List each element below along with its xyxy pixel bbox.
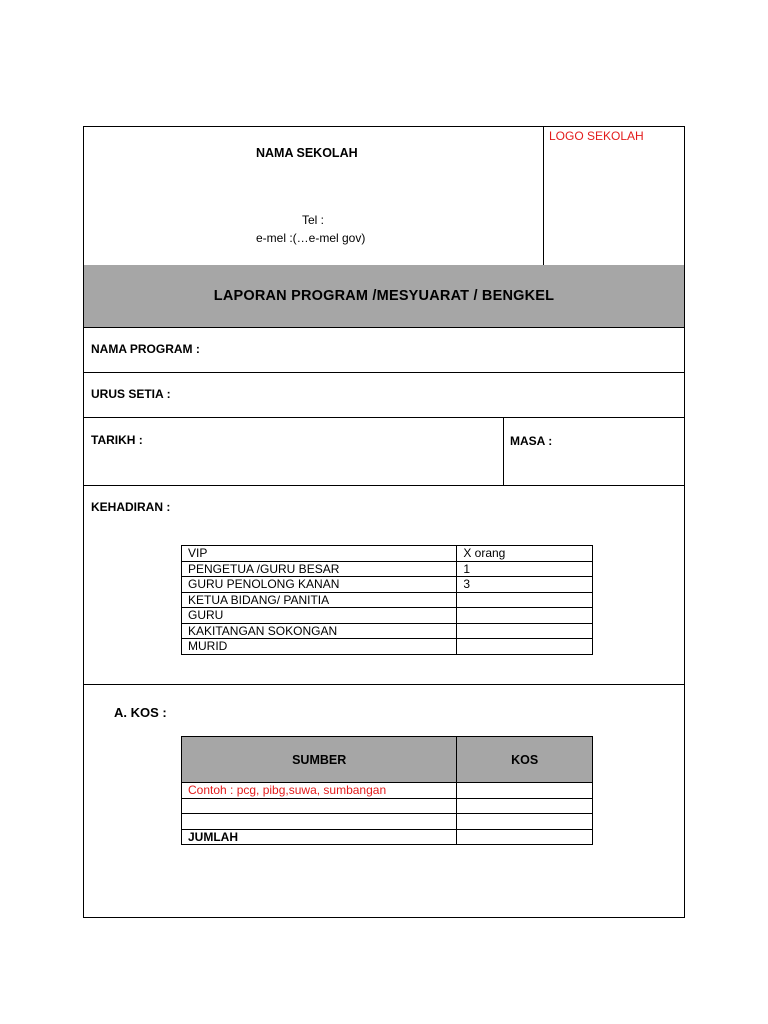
time-label: MASA :	[510, 434, 553, 448]
logo-placeholder: LOGO SEKOLAH	[549, 129, 644, 143]
cost-column-header: KOS	[457, 737, 593, 783]
source-column-header: SUMBER	[182, 737, 457, 783]
attendance-count	[457, 639, 593, 655]
date-label: TARIKH :	[91, 433, 143, 447]
attendance-category: MURID	[182, 639, 457, 655]
school-name: NAMA SEKOLAH	[256, 146, 358, 160]
attendance-count: 1	[457, 561, 593, 577]
attendance-count: 3	[457, 577, 593, 593]
table-row	[182, 577, 593, 593]
divider	[84, 417, 684, 418]
table-row	[182, 608, 593, 624]
source-cell	[182, 798, 457, 814]
table-row	[182, 783, 593, 799]
attendance-category: VIP	[182, 546, 457, 562]
secretariat-label: URUS SETIA :	[91, 387, 171, 401]
attendance-category: KETUA BIDANG/ PANITIA	[182, 592, 457, 608]
cost-heading: A. KOS :	[114, 705, 167, 720]
example-source: Contoh : pcg, pibg,suwa, sumbangan	[182, 783, 457, 799]
table-row	[182, 592, 593, 608]
date-time-divider	[503, 417, 504, 485]
attendance-count	[457, 592, 593, 608]
attendance-category: GURU	[182, 608, 457, 624]
table-header-row	[182, 737, 593, 783]
table-row	[182, 814, 593, 830]
attendance-count	[457, 623, 593, 639]
attendance-category: KAKITANGAN SOKONGAN	[182, 623, 457, 639]
cost-cell	[457, 814, 593, 830]
divider	[84, 684, 684, 685]
report-title: LAPORAN PROGRAM /MESYUARAT / BENGKEL	[84, 265, 684, 327]
divider	[84, 327, 684, 328]
program-label: NAMA PROGRAM :	[91, 342, 200, 356]
total-label: JUMLAH	[182, 829, 457, 845]
cost-cell	[457, 798, 593, 814]
report-form	[83, 126, 685, 918]
attendance-label: KEHADIRAN :	[91, 500, 171, 514]
cost-table	[181, 736, 593, 845]
divider	[84, 485, 684, 486]
divider	[84, 372, 684, 373]
source-cell	[182, 814, 457, 830]
attendance-category: PENGETUA /GURU BESAR	[182, 561, 457, 577]
school-email: e-mel :(…e-mel gov)	[256, 231, 366, 245]
attendance-count: X orang	[457, 546, 593, 562]
attendance-table	[181, 545, 593, 655]
table-row	[182, 639, 593, 655]
school-tel: Tel :	[302, 213, 325, 227]
table-row	[182, 798, 593, 814]
total-cost-cell	[457, 829, 593, 845]
attendance-category: GURU PENOLONG KANAN	[182, 577, 457, 593]
attendance-count	[457, 608, 593, 624]
table-row	[182, 623, 593, 639]
logo-divider	[543, 127, 544, 265]
table-row	[182, 546, 593, 562]
table-row	[182, 829, 593, 845]
cost-cell	[457, 783, 593, 799]
table-row	[182, 561, 593, 577]
